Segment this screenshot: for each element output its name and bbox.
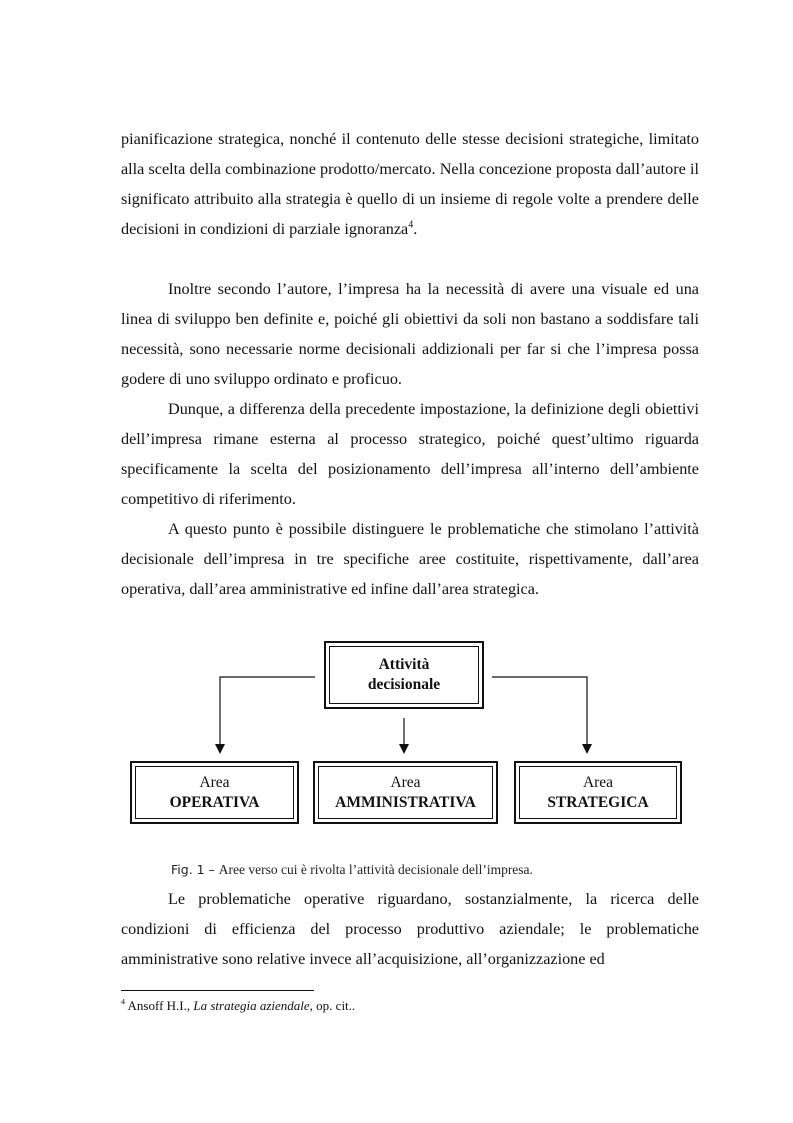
box-left-line1: Area: [199, 773, 230, 791]
box-right-line1: Area: [582, 773, 614, 791]
paragraph-1-end: .: [413, 220, 418, 238]
box-area-strategica: [514, 761, 682, 824]
footnote-number: 4: [121, 997, 125, 1007]
paragraph-4: A questo punto è possibile distinguere le problematiche che stimolano l’attività decisionale dell’impresa in tre specifiche aree costituite, rispettivamente, dall’area operativa, dall’area amministrative ed infine dall’area strategica.: [121, 520, 699, 598]
caption-text: Aree verso cui è rivolta l’attività decisionale dell’impresa.: [218, 862, 533, 877]
footnote-divider: [121, 990, 314, 991]
arrowhead-left: [215, 744, 225, 754]
caption-label: Fig. 1 –: [171, 862, 215, 877]
figure-caption: [171, 862, 533, 878]
box-center-line1: Area: [390, 773, 421, 791]
box-top-line2: decisionale: [367, 676, 441, 693]
paragraph-2: Inoltre secondo l’autore, l’impresa ha la necessità di avere una visuale ed una linea di sviluppo ben definite e, poiché gli obiettivi da soli non bastano a soddisfare tali necessità, sono necessarie norme decisionali addizionali per far si che l’impresa possa godere di uno sviluppo ordinato e proficuo.: [121, 280, 699, 388]
box-area-amministrativa: [313, 761, 498, 824]
arrowhead-center: [399, 744, 409, 754]
box-attivita-decisionale: [324, 641, 484, 709]
arrowhead-right: [582, 744, 592, 754]
box-right-line2: STRATEGICA: [547, 793, 649, 811]
connector-right: [492, 677, 587, 745]
box-left-line2: OPERATIVA: [169, 793, 260, 811]
box-area-operativa: [130, 761, 299, 824]
box-center-line2: AMMINISTRATIVA: [335, 793, 476, 811]
footnote-ref-4[interactable]: 4: [408, 219, 414, 231]
footnote-title: La strategia aziendale: [193, 998, 310, 1013]
footnote-rest: , op. cit..: [309, 998, 356, 1013]
paragraph-5: Le problematiche operative riguardano, sostanzialmente, la ricerca delle condizioni di efficienza del processo produttivo aziendale; le problematiche amministrative sono relative invece all’acquisizione, all’organizzazione ed: [121, 890, 699, 968]
paragraph-3: Dunque, a differenza della precedente impostazione, la definizione degli obiettivi dell’impresa rimane esterna al processo strategico, poiché quest’ultimo riguarda specificamente la scelta del posizionamento dell’impresa all’interno dell’ambiente competitivo di riferimento.: [121, 400, 699, 508]
footnote-4: [121, 998, 355, 1014]
footnote-author: Ansoff H.I.,: [127, 998, 194, 1013]
box-top-line1: Attività: [378, 656, 430, 673]
paragraph-1-text: pianificazione strategica, nonché il contenuto delle stesse decisioni strategiche, limitato alla scelta della combinazione prodotto/mercato. Nella concezione proposta dall’autore il significato attribuito alla strategia è quello di un insieme di regole volte a prendere delle decisioni in condizioni di parziale ignoranza: [121, 130, 699, 238]
connector-left: [220, 677, 315, 745]
